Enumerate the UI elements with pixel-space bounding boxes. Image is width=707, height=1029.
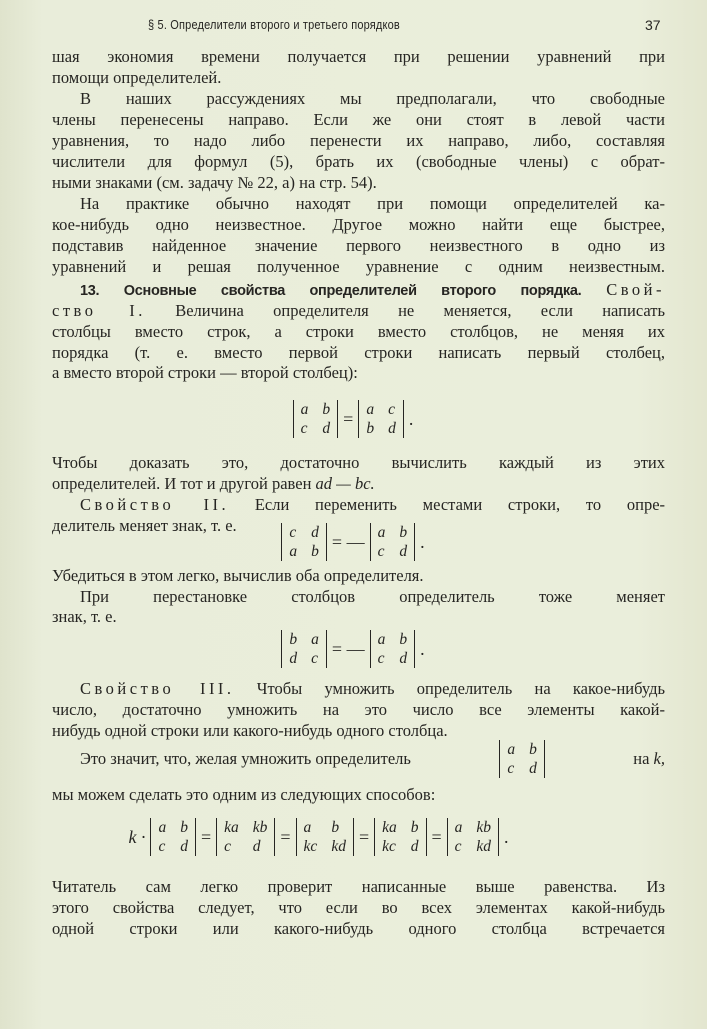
matrix-entry: c	[377, 543, 385, 560]
matrix-entry: a	[300, 401, 309, 418]
section-heading: 13. Основные свойства определителей второго порядка.	[80, 283, 582, 299]
matrix-entry: a	[303, 819, 312, 836]
matrix-entry: d	[289, 650, 298, 667]
text-line: а вместо второй строки — второй столбец):	[52, 363, 358, 382]
formula-f4	[0, 818, 672, 856]
matrix-entry: d	[529, 760, 537, 777]
property-label: Свойство II.	[80, 495, 230, 514]
matrix-entry: b	[399, 524, 408, 541]
matrix-entry: c	[311, 650, 319, 667]
text-line: уравнений и решая полученное уравнение с одним неизвестным.	[52, 257, 665, 276]
determinant	[216, 818, 275, 856]
text-line: При перестановке столбцов определитель тоже меняет	[80, 587, 665, 606]
math-operator: .	[504, 826, 509, 847]
matrix-entry: a	[289, 543, 298, 560]
text-line	[80, 679, 665, 699]
text-line: помощи определителей.	[52, 68, 222, 87]
formula-f3	[0, 630, 707, 668]
matrix-entry: b	[289, 631, 298, 648]
matrix-entry: d	[180, 838, 188, 855]
text-span: Величина определителя не меняется, если написать	[175, 301, 665, 320]
matrix-entry: a	[507, 741, 516, 758]
math-operator: .	[420, 638, 425, 659]
matrix-entry: a	[377, 631, 386, 648]
matrix-entry: b	[529, 741, 537, 758]
text-span: Чтобы умножить определитель на какое-нибудь	[256, 679, 665, 698]
matrix-entry: a	[366, 401, 375, 418]
text-line: кое-нибудь одно неизвестное. Другое можно найти еще быстрее,	[52, 215, 665, 234]
matrix-entry: kc	[303, 838, 318, 855]
math-operator: =	[200, 826, 212, 847]
determinant	[293, 400, 339, 438]
math-operator: =	[358, 826, 370, 847]
determinant	[370, 523, 416, 561]
section-13-heading-line	[80, 280, 665, 300]
determinant	[370, 630, 416, 668]
matrix-entry: d	[410, 838, 419, 855]
text-line: Чтобы доказать это, достаточно вычислить каждый из этих	[52, 453, 665, 472]
matrix-entry: b	[180, 819, 188, 836]
math-expression: ad — bc.	[315, 474, 375, 493]
matrix-entry: ka	[382, 819, 397, 836]
math-operator: = —	[331, 638, 365, 659]
inline-determinant	[497, 740, 547, 778]
text-span: на k,	[633, 749, 665, 768]
matrix-entry: b	[322, 401, 331, 418]
matrix-entry: c	[289, 524, 297, 541]
text-line: В наших рассуждениях мы предполагали, что свободные	[80, 89, 665, 108]
matrix-entry: b	[366, 420, 375, 437]
matrix-entry: d	[388, 420, 396, 437]
matrix-entry: a	[158, 819, 167, 836]
text-span: определителей. И тот и другой равен	[52, 474, 312, 493]
header-title: § 5. Определители второго и третьего порядков	[148, 18, 400, 32]
matrix-entry: d	[399, 543, 408, 560]
matrix-entry: c	[377, 650, 385, 667]
matrix-entry: b	[410, 819, 419, 836]
text-line: На практике обычно находят при помощи определителей ка-	[80, 194, 665, 213]
inline-formula-line	[80, 737, 665, 781]
text-line	[52, 301, 665, 321]
matrix-entry: c	[300, 420, 308, 437]
formula-f1	[0, 400, 707, 438]
math-operator: =	[431, 826, 442, 847]
determinant	[296, 818, 354, 856]
matrix-entry: a	[311, 631, 319, 648]
matrix-entry: kb	[252, 819, 268, 836]
text-line: число, достаточно умножить на это число все элементы какой-	[52, 700, 665, 719]
determinant	[358, 400, 404, 438]
text-line	[52, 474, 665, 494]
matrix-entry: d	[322, 420, 331, 437]
math-operator: .	[420, 531, 425, 552]
text-line: одной строки или какого-нибудь одного столбца встречается	[52, 919, 665, 938]
text-line: ными знаками (см. задачу № 22, а) на стр. 54).	[52, 173, 377, 192]
text-line: Читатель сам легко проверит написанные выше равенства. Из	[52, 877, 665, 896]
matrix-entry: b	[399, 631, 408, 648]
property-label: ство I.	[52, 301, 146, 320]
determinant	[150, 818, 196, 856]
math-operator: k ·	[128, 826, 146, 847]
matrix-entry: c	[158, 838, 166, 855]
math-operator: =	[343, 408, 354, 429]
determinant	[281, 523, 327, 561]
text-line: нибудь одной строки или какого-нибудь одного столбца.	[52, 721, 448, 740]
matrix-entry: ka	[224, 819, 239, 836]
running-header	[0, 18, 707, 38]
text-line: подставив найденное значение первого неизвестного в одно из	[52, 236, 665, 255]
text-line: Убедиться в этом легко, вычислив оба определителя.	[52, 566, 424, 585]
matrix-entry: c	[454, 838, 462, 855]
matrix-entry: kb	[476, 819, 492, 836]
determinant	[374, 818, 426, 856]
property-label: Свойство III.	[80, 679, 235, 698]
matrix-entry: d	[311, 524, 319, 541]
matrix-entry: a	[377, 524, 386, 541]
matrix-entry: b	[331, 819, 340, 836]
text-span: Если переменить местами строки, то опре-	[254, 495, 666, 514]
matrix-entry: kd	[476, 838, 492, 855]
property-label: Свой-	[606, 280, 666, 299]
matrix-entry: d	[252, 838, 261, 855]
text-line: столбцы вместо строк, а строки вместо столбцов, не меняя их	[52, 322, 665, 341]
text-span: Это значит, что, желая умножить определитель	[80, 749, 411, 768]
determinant	[447, 818, 499, 856]
determinant	[499, 740, 545, 778]
matrix-entry: b	[311, 543, 319, 560]
text-line: шая экономия времени получается при решении уравнений при	[52, 47, 665, 66]
text-line: числители для формул (5), брать их (свободные члены) с обрат-	[52, 152, 665, 171]
math-operator: =	[280, 826, 291, 847]
math-operator: = —	[331, 531, 365, 552]
text-line: делитель меняет знак, т. е.	[52, 516, 237, 535]
text-line: члены перенесены направо. Если же они стоят в левой части	[52, 110, 665, 129]
text-line: знак, т. е.	[52, 607, 117, 626]
matrix-entry: a	[454, 819, 463, 836]
matrix-entry: c	[388, 401, 395, 418]
page-number: 37	[645, 17, 661, 33]
matrix-entry: kc	[382, 838, 396, 855]
matrix-entry: c	[224, 838, 231, 855]
text-line: этого свойства следует, что если во всех элементах какой-нибудь	[52, 898, 665, 917]
matrix-entry: kd	[331, 838, 346, 855]
text-line: мы можем сделать это одним из следующих способов:	[52, 785, 436, 804]
matrix-entry: d	[399, 650, 408, 667]
determinant	[281, 630, 327, 668]
text-line	[80, 495, 665, 515]
math-operator: .	[408, 408, 414, 429]
text-line: порядка (т. е. вместо первой строки написать первый столбец,	[52, 343, 665, 362]
formula-f2	[0, 523, 707, 561]
matrix-entry: c	[507, 760, 515, 777]
text-line: уравнения, то надо либо перенести их направо, либо, составляя	[52, 131, 665, 150]
